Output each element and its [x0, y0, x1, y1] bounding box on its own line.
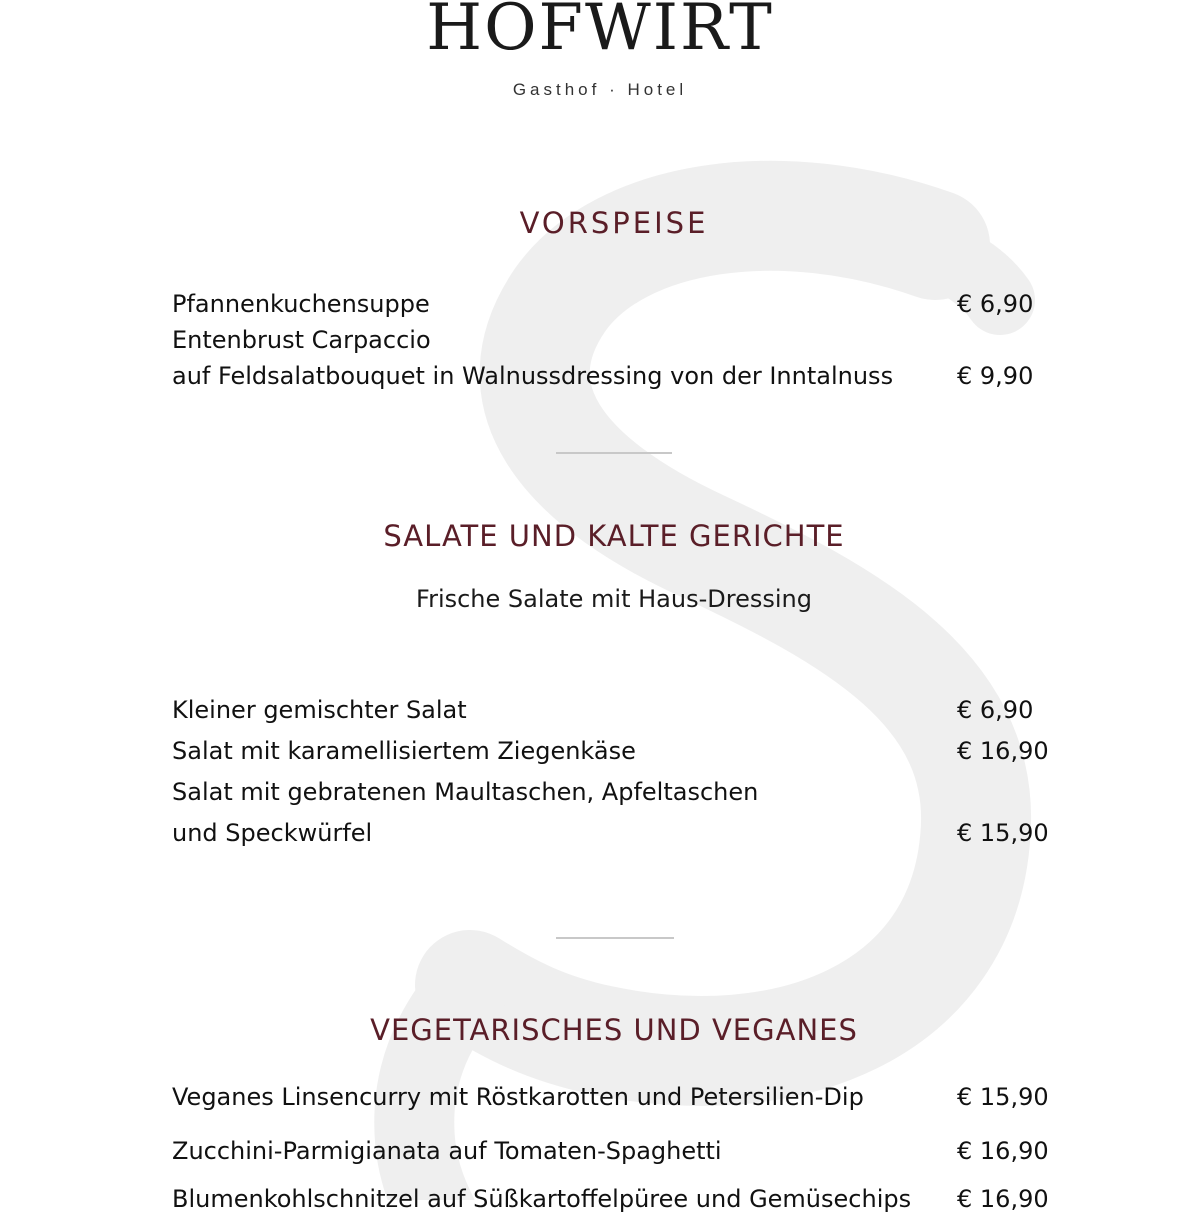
menu-item-description: auf Feldsalatbouquet in Walnussdressing von der Inntalnuss — [172, 362, 894, 390]
menu-item-name: Zucchini-Parmigianata auf Tomaten-Spaghetti — [172, 1137, 722, 1165]
menu-item-price: € 15,90 — [957, 819, 1049, 847]
menu-item-name: Salat mit gebratenen Maultaschen, Apfeltaschen — [172, 778, 759, 806]
menu-item-name: Veganes Linsencurry mit Röstkarotten und Petersilien-Dip — [172, 1083, 864, 1111]
menu-item-price: € 9,90 — [957, 362, 1034, 390]
section-title-vorspeise: VORSPEISE — [519, 206, 709, 240]
section-title-salate: SALATE UND KALTE GERICHTE — [383, 519, 845, 553]
menu-item-price: € 16,90 — [957, 1137, 1049, 1165]
menu-item-name: Entenbrust Carpaccio — [172, 326, 431, 354]
menu-item-price: € 6,90 — [957, 290, 1034, 318]
menu-item-price: € 16,90 — [957, 1185, 1049, 1213]
section-subtitle: Frische Salate mit Haus-Dressing — [416, 585, 812, 613]
menu-item-price: € 15,90 — [957, 1083, 1049, 1111]
brand-logo: HOFWIRT — [426, 0, 774, 65]
menu-item-price: € 16,90 — [957, 737, 1049, 765]
section-divider — [556, 452, 672, 454]
menu-item-price: € 6,90 — [957, 696, 1034, 724]
section-divider — [556, 937, 674, 939]
brand-subtitle: Gasthof · Hotel — [512, 80, 688, 99]
menu-item-name: und Speckwürfel — [172, 819, 373, 847]
menu-item-name: Kleiner gemischter Salat — [172, 696, 467, 724]
menu-item-name: Pfannenkuchensuppe — [172, 290, 430, 318]
menu-item-name: Blumenkohlschnitzel auf Süßkartoffelpüree und Gemüsechips — [172, 1185, 912, 1213]
menu-item-name: Salat mit karamellisiertem Ziegenkäse — [172, 737, 636, 765]
section-title-vegetarisch: VEGETARISCHES UND VEGANES — [370, 1013, 858, 1047]
